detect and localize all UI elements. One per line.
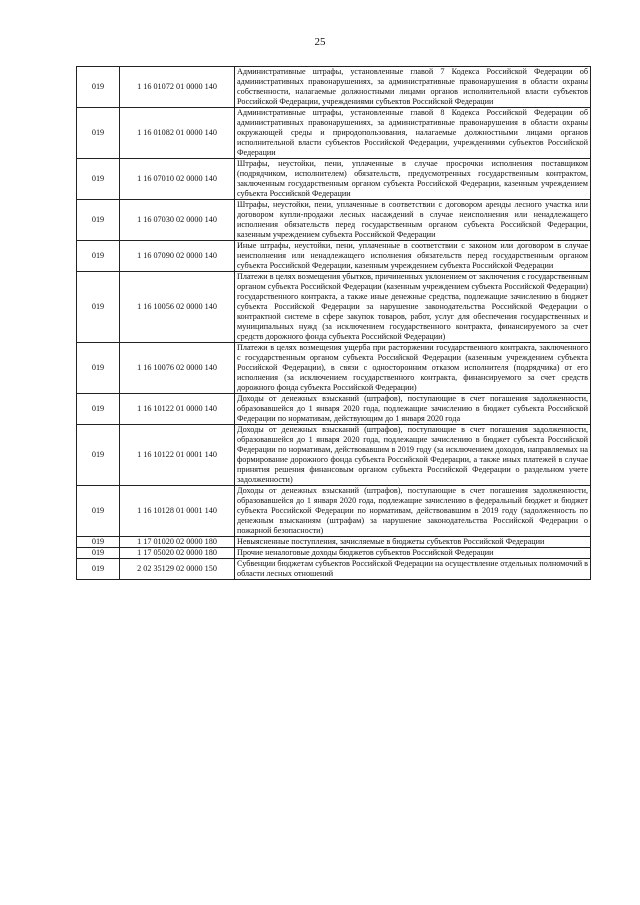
revenue-name-cell: Доходы от денежных взысканий (штрафов), поступающие в счет погашения задолженности, образовавшейся до 1 января 2020 года, подлежащие зачислению в федеральный бюджет и бюджет субъекта Российской Федерации по нормативам, действовавшим в 2019 году (задолженность по денежным взысканиям (штрафам) за нарушение законодательства Российской Федерации о пожарной безопасности) [235,486,591,537]
table-row [77,241,591,272]
admin-code-cell: 019 [77,394,120,425]
admin-code-cell: 019 [77,67,120,108]
admin-code-cell: 019 [77,425,120,486]
admin-code-cell: 019 [77,272,120,343]
admin-code-cell: 019 [77,200,120,241]
table-row [77,486,591,537]
table-row [77,343,591,394]
revenue-name-cell: Прочие неналоговые доходы бюджетов субъектов Российской Федерации [235,548,591,559]
page-number: 25 [314,36,326,48]
revenue-name-cell: Административные штрафы, установленные главой 8 Кодекса Российской Федерации об административных правонарушениях, за административные правонарушения в области охраны окружающей среды и природопользования, налагаемые должностными лицами органов исполнительной власти субъектов Российской Федерации, учреждениями субъектов Российской Федерации [235,108,591,159]
revenue-name-cell: Платежи в целях возмещения ущерба при расторжении государственного контракта, заключенного с государственным органом субъекта Российской Федерации (казенным учреждением субъекта Российской Федерации), в связи с односторонним отказом исполнителя (подрядчика) от его исполнения (за исключением государственного контракта, финансируемого за счет средств дорожного фонда субъекта Российской Федерации) [235,343,591,394]
revenue-name-cell: Субвенции бюджетам субъектов Российской Федерации на осуществление отдельных полномочий в области лесных отношений [235,559,591,580]
table-row [77,537,591,548]
table-row [77,425,591,486]
admin-code-cell: 019 [77,343,120,394]
table-row [77,272,591,343]
table-row [77,548,591,559]
admin-code-cell: 019 [77,537,120,548]
admin-code-cell: 019 [77,108,120,159]
revenue-code-cell: 1 16 07010 02 0000 140 [120,159,235,200]
table-row [77,559,591,580]
admin-code-cell: 019 [77,159,120,200]
table-row [77,394,591,425]
budget-classification-table [76,66,591,580]
revenue-code-cell: 1 17 05020 02 0000 180 [120,548,235,559]
revenue-name-cell: Невыясненные поступления, зачисляемые в бюджеты субъектов Российской Федерации [235,537,591,548]
revenue-code-cell: 1 16 01072 01 0000 140 [120,67,235,108]
revenue-code-cell: 1 16 07090 02 0000 140 [120,241,235,272]
revenue-name-cell: Штрафы, неустойки, пени, уплаченные в соответствии с договором аренды лесного участка или договором купли-продажи лесных насаждений в случае неисполнения или ненадлежащего исполнения обязательств перед государственным органом субъекта Российской Федерации, казенным учреждением субъекта Российской Федерации [235,200,591,241]
revenue-code-cell: 1 16 10056 02 0000 140 [120,272,235,343]
revenue-code-cell: 1 16 10122 01 0001 140 [120,425,235,486]
revenue-code-cell: 2 02 35129 02 0000 150 [120,559,235,580]
revenue-name-cell: Доходы от денежных взысканий (штрафов), поступающие в счет погашения задолженности, образовавшейся до 1 января 2020 года, подлежащие зачислению в бюджет субъекта Российской Федерации по нормативам, действовавшим в 2019 году (за исключением доходов, направляемых на формирование дорожного фонда субъекта Российской Федерации, а также иных платежей в случае принятия решения финансовым органом субъекта Российской Федерации о раздельном учете задолженности) [235,425,591,486]
admin-code-cell: 019 [77,548,120,559]
revenue-name-cell: Штрафы, неустойки, пени, уплаченные в случае просрочки исполнения поставщиком (подрядчиком, исполнителем) обязательств, предусмотренных государственным контрактом, заключенным государственным органом субъекта Российской Федерации, казенным учреждением субъекта Российской Федерации [235,159,591,200]
revenue-code-cell: 1 16 10076 02 0000 140 [120,343,235,394]
admin-code-cell: 019 [77,486,120,537]
revenue-name-cell: Административные штрафы, установленные главой 7 Кодекса Российской Федерации об административных правонарушениях, за административные правонарушения в области охраны собственности, налагаемые должностными лицами органов исполнительной власти субъектов Российской Федерации, учреждениями субъектов Российской Федерации [235,67,591,108]
table-row [77,108,591,159]
revenue-code-cell: 1 16 10122 01 0000 140 [120,394,235,425]
revenue-code-cell: 1 16 01082 01 0000 140 [120,108,235,159]
table-row [77,67,591,108]
table-row [77,200,591,241]
revenue-name-cell: Иные штрафы, неустойки, пени, уплаченные в соответствии с законом или договором в случае неисполнения или ненадлежащего исполнения обязательств перед государственным органом субъекта Российской Федерации, казенным учреждением субъекта Российской Федерации [235,241,591,272]
admin-code-cell: 019 [77,241,120,272]
revenue-name-cell: Платежи в целях возмещения убытков, причиненных уклонением от заключения с государственным органом субъекта Российской Федерации (казенным учреждением субъекта Российской Федерации) государственного контракта, а также иные денежные средства, подлежащие зачислению в бюджет субъекта Российской Федерации за нарушение законодательства Российской Федерации о контрактной системе в сфере закупок товаров, работ, услуг для обеспечения государственных и муниципальных нужд (за исключением государственного контракта, финансируемого за счет средств дорожного фонда субъекта Российской Федерации) [235,272,591,343]
revenue-code-cell: 1 16 07030 02 0000 140 [120,200,235,241]
table-row [77,159,591,200]
revenue-name-cell: Доходы от денежных взысканий (штрафов), поступающие в счет погашения задолженности, образовавшейся до 1 января 2020 года, подлежащие зачислению в бюджет субъекта Российской Федерации по нормативам, действующим до 1 января 2020 года [235,394,591,425]
revenue-code-cell: 1 16 10128 01 0001 140 [120,486,235,537]
admin-code-cell: 019 [77,559,120,580]
revenue-code-cell: 1 17 01020 02 0000 180 [120,537,235,548]
